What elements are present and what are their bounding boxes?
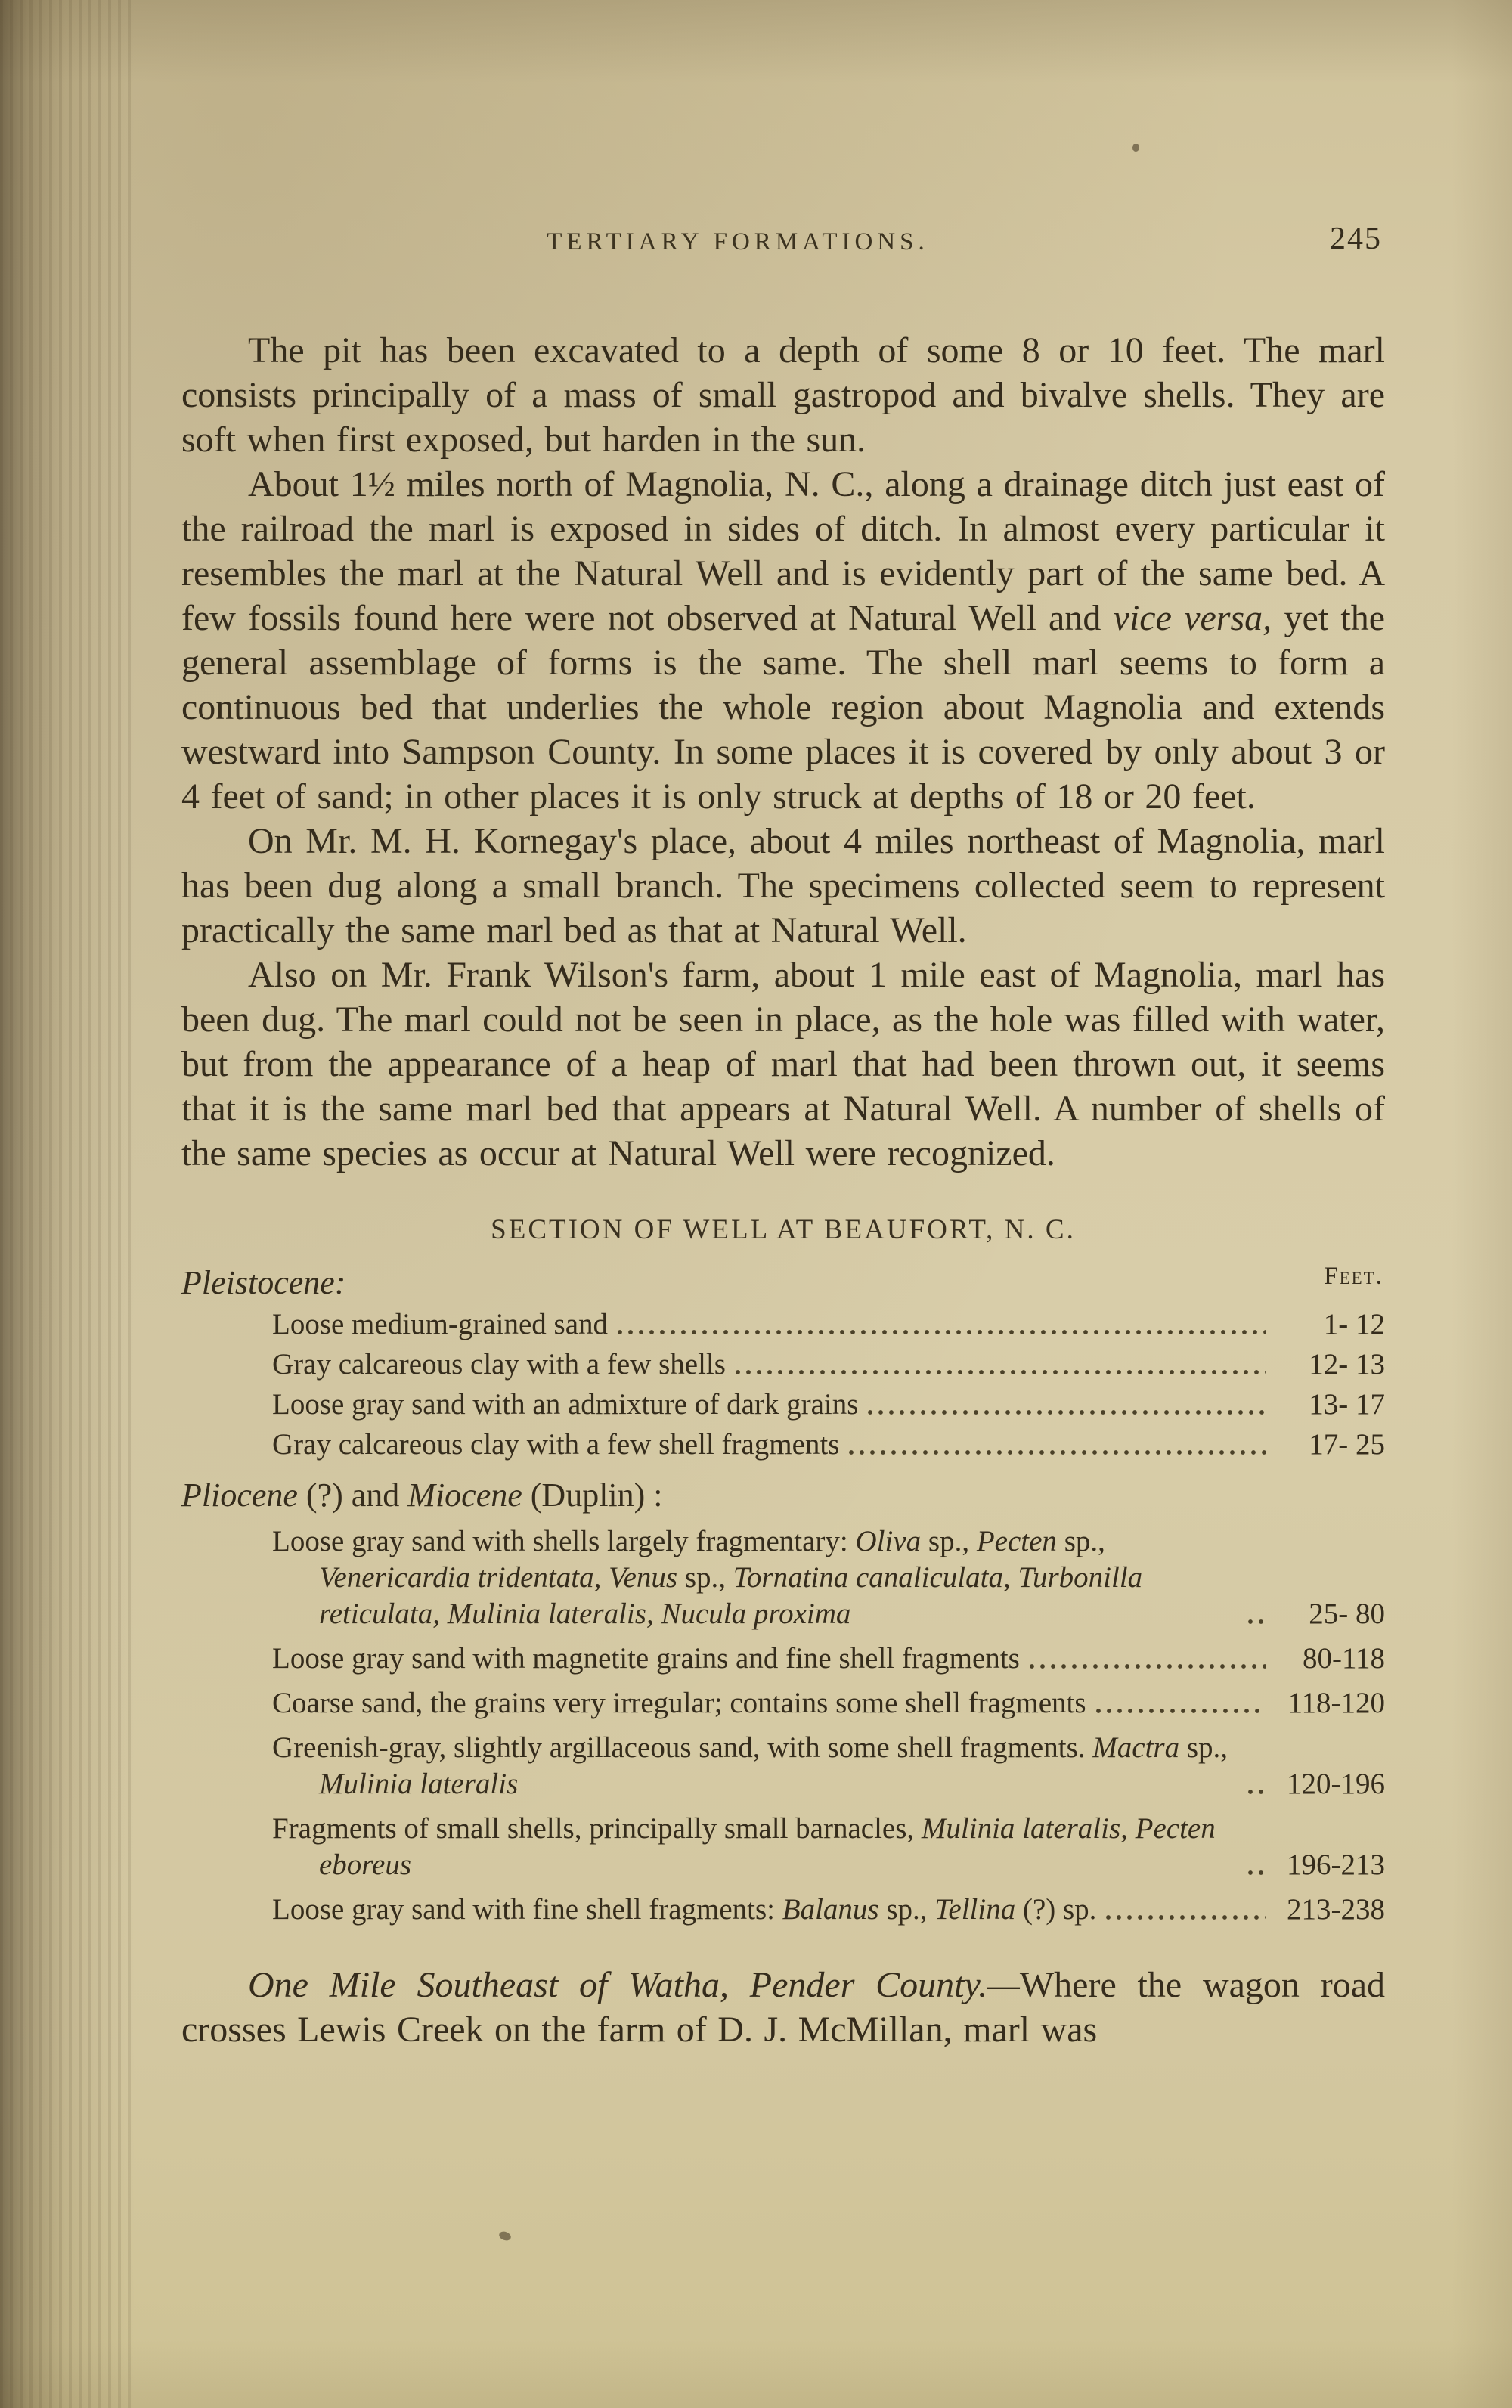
entry-feet-value: 12- 13: [1309, 1348, 1385, 1381]
dot-leader: [866, 1407, 1266, 1417]
text-run: (?) sp.: [1015, 1893, 1097, 1926]
page-number: 245: [1330, 222, 1382, 256]
italic-run: Tornatina canaliculata, Turbonilla reticulata, Mulinia lateralis, Nucula proxima: [319, 1561, 1143, 1630]
italic-run: Mactra: [1092, 1731, 1180, 1764]
entry-description: [272, 1427, 839, 1463]
stratum-group: [181, 1263, 1385, 1463]
dot-leader: [1246, 1867, 1266, 1877]
text-run: Gray calcareous clay with a few shell fragments: [272, 1428, 840, 1461]
text-run: (Duplin) :: [522, 1477, 663, 1514]
italic-run: Pleistocene:: [181, 1264, 346, 1301]
text-run: (?) and: [297, 1477, 408, 1514]
text-run: Loose gray sand with an admixture of dark grains: [272, 1388, 859, 1421]
italic-run: Balanus: [782, 1893, 879, 1926]
running-title: TERTIARY FORMATIONS.: [547, 228, 929, 256]
well-entry: [272, 1730, 1385, 1802]
italic-run: vice versa,: [1113, 598, 1272, 638]
paragraph: [181, 953, 1385, 1176]
italic-run: Venus: [609, 1561, 678, 1594]
text-run: sp.,: [1056, 1525, 1105, 1557]
text-run: Also on Mr. Frank Wilson's farm, about 1 mile east of Magnolia, marl has been dug. The marl could not be seen in place, as the hole was filled with water, but from the appearance of a heap of marl that had been thrown out, it seems that it is the same marl bed that appears at Natural Well. A number of shells of the same species as occur at Natural Well were recognized.: [181, 955, 1385, 1173]
entry-description: [272, 1347, 726, 1383]
well-section: [181, 1213, 1385, 1928]
text-run: sp.,: [1179, 1731, 1228, 1764]
dot-leader: [847, 1447, 1266, 1457]
entry-feet-value: 25- 80: [1309, 1598, 1385, 1630]
entry-feet-value: 213-238: [1287, 1893, 1385, 1926]
binding-shadow: [0, 0, 136, 2408]
text-run: Loose gray sand with fine shell fragments:: [272, 1893, 782, 1926]
dot-leader: [1094, 1706, 1266, 1715]
page-header: [181, 224, 1385, 262]
paragraph: [181, 328, 1385, 462]
text-run: Where the wagon road crosses Lewis Creek on the farm of D. J. McMillan, marl was: [181, 1965, 1385, 2050]
entry-description: [272, 1523, 1238, 1632]
text-run: Gray calcareous clay with a few shells: [272, 1348, 726, 1381]
entry-description: [272, 1306, 608, 1343]
entry-feet-value: 118-120: [1287, 1687, 1385, 1719]
italic-run: Pliocene: [181, 1477, 298, 1514]
text-run: Coarse sand, the grains very irregular; contains some shell fragments: [272, 1687, 1086, 1719]
italic-run: Miocene: [407, 1477, 522, 1514]
body-paragraphs: [181, 328, 1385, 1176]
italic-run: Mulinia lateralis, Pecten eboreus: [319, 1812, 1216, 1881]
entry-feet-value: 120-196: [1287, 1768, 1385, 1800]
text-run: Loose medium-grained sand: [272, 1308, 609, 1340]
entry-feet-value: 17- 25: [1309, 1428, 1385, 1461]
well-entry: [272, 1641, 1385, 1677]
text-run: Fragments of small shells, principally small barnacles,: [272, 1812, 922, 1845]
italic-run: Oliva: [855, 1525, 922, 1557]
paragraph: [181, 462, 1385, 819]
feet-column-label: Feet.: [1324, 1263, 1383, 1290]
well-entry: [272, 1427, 1385, 1463]
text-run: The pit has been excavated to a depth of some 8 or 10 feet. The marl consists principally of a mass of small gastropod and bivalve shells. They are soft when first exposed, but harden in the sun.: [181, 330, 1385, 460]
well-entry: [272, 1685, 1385, 1722]
well-entry: [272, 1347, 1385, 1383]
entry-description: [272, 1387, 858, 1423]
dot-leader: [615, 1327, 1266, 1337]
paper-speck: [498, 2230, 513, 2242]
text-run: [601, 1561, 609, 1594]
well-entry: [272, 1523, 1385, 1632]
italic-run: Pecten: [976, 1525, 1057, 1557]
dot-leader: [1027, 1661, 1266, 1671]
text-run: sp.,: [677, 1561, 733, 1594]
text-run: yet the general assemblage of forms is the same. The shell marl seems to form a continuous bed that underlies the whole region about Magnolia and extends westward into Sampson County. In some places it is covered by only about 3 or 4 feet of sand; in other places it is only struck at depths of 18 or 20 feet.: [181, 598, 1386, 817]
paper-speck: [1132, 144, 1139, 152]
entry-description: [272, 1811, 1238, 1883]
text-run: Loose gray sand with shells largely fragmentary:: [272, 1525, 856, 1557]
well-groups: [181, 1263, 1385, 1928]
text-run: Greenish-gray, slightly argillaceous sand, with some shell fragments.: [272, 1731, 1093, 1764]
entry-feet-value: 80-118: [1302, 1642, 1385, 1675]
entry-description: [272, 1685, 1086, 1722]
dot-leader: [1104, 1912, 1266, 1922]
text-run: Loose gray sand with magnetite grains and fine shell fragments: [272, 1642, 1020, 1675]
well-entry: [272, 1811, 1385, 1883]
italic-run: One Mile Southeast of Watha, Pender County.—: [248, 1965, 1020, 2005]
entry-description: [272, 1641, 1020, 1677]
italic-run: Venericardia tridentata,: [319, 1561, 602, 1594]
well-entry: [272, 1892, 1385, 1928]
closing-paragraph: [181, 1963, 1385, 2052]
entry-feet-value: 1- 12: [1323, 1308, 1385, 1340]
entry-description: [272, 1730, 1238, 1802]
text-run: sp.,: [878, 1893, 935, 1926]
well-entry: [272, 1387, 1385, 1423]
italic-run: Tellina: [934, 1893, 1016, 1926]
text-run: On Mr. M. H. Kornegay's place, about 4 miles northeast of Magnolia, marl has been dug along a small branch. The specimens collected seem to represent practically the same marl bed as that at Natural Well.: [181, 821, 1385, 950]
text-run: sp.,: [921, 1525, 977, 1557]
italic-run: Mulinia lateralis: [319, 1768, 519, 1800]
stratum-group: [181, 1475, 1385, 1928]
stratum-group-label: [181, 1263, 1385, 1303]
stratum-group-label: [181, 1475, 1385, 1516]
section-heading: SECTION OF WELL AT BEAUFORT, N. C.: [491, 1214, 1076, 1245]
paragraph: [181, 819, 1385, 953]
page-content: [181, 224, 1385, 2052]
dot-leader: [1246, 1616, 1266, 1626]
dot-leader: [1246, 1787, 1266, 1796]
entry-feet-value: 196-213: [1287, 1849, 1385, 1881]
dot-leader: [733, 1367, 1266, 1377]
well-entry: [272, 1306, 1385, 1343]
entry-feet-value: 13- 17: [1309, 1388, 1385, 1421]
entry-description: [272, 1892, 1096, 1928]
text-run: About 1½ miles north of Magnolia, N. C., along a drainage ditch just east of the railroad the marl is exposed in sides of ditch. In almost every particular it resembles the marl at the Natural Well and is evidently part of the same bed. A few fossils found here were not observed at Natural Well and: [181, 464, 1385, 638]
